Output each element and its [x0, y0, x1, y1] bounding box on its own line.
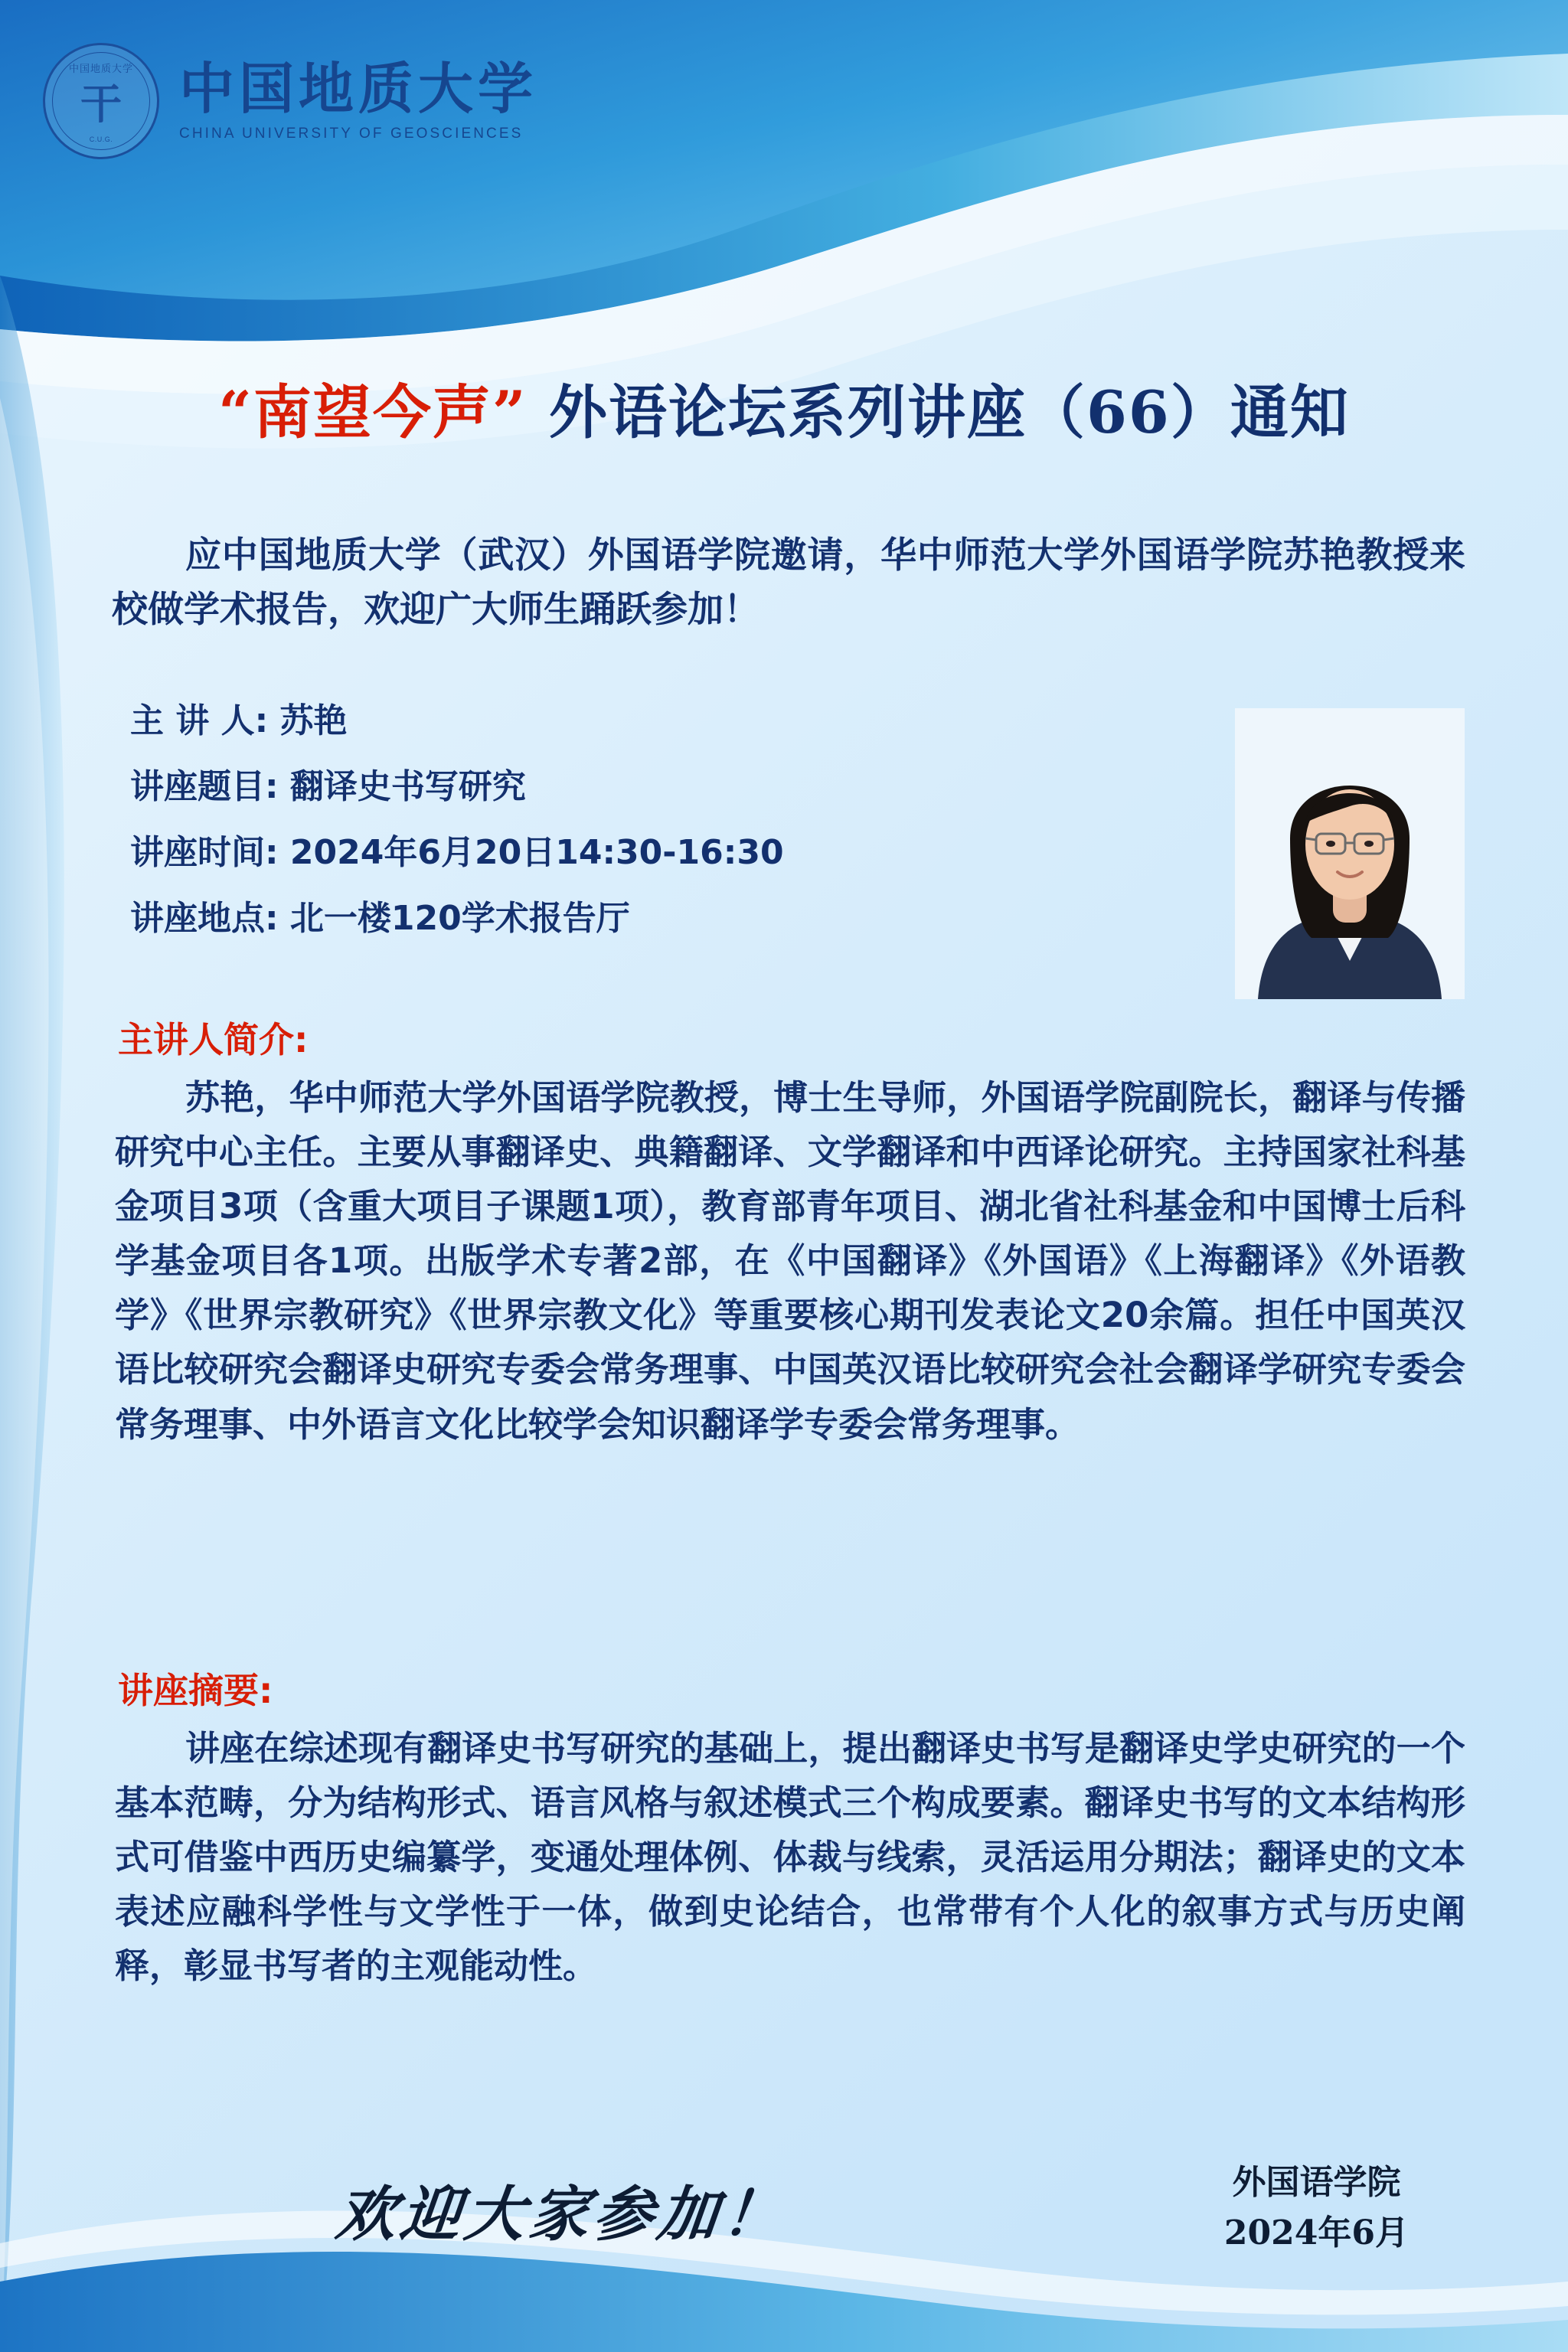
university-name-cn: 中国地质大学 [179, 56, 538, 122]
title-highlight: “南望今声” [218, 378, 528, 446]
signature-date: 2024年6月 [1223, 2213, 1409, 2252]
bio-paragraph: 苏艳，华中师范大学外国语学院教授，博士生导师，外国语学院副院长，翻译与传播研究中心主任。主要从事翻译史、典籍翻译、文学翻译和中西译论研究。主持国家社科基金项目3项（含重大项目子课题1项），教育部青年项目、湖北省社科基金和中国博士后科学基金项目各1项。出版学术专著2部，在《中国翻译》《外国语》《上海翻译》《外语教学》《世界宗教研究》《世界宗教文化》等重要核心期刊发表论文20余篇。担任中国英汉语比较研究会翻译史研究专委会常务理事、中国英汉语比较研究会社会翻译学研究专委会常务理事、中外语言文化比较学会知识翻译学专委会常务理事。 [115, 1077, 1465, 1445]
lecture-info-list [130, 701, 1125, 968]
seal-bottom-text: C.U.G. [89, 136, 113, 143]
bio-heading: 主讲人简介: [118, 1019, 309, 1060]
info-time: 讲座时间: 2024年6月20日14:30-16:30 [130, 833, 784, 872]
signature-block [1224, 2158, 1409, 2259]
title-rest: 外语论坛系列讲座（66）通知 [527, 378, 1350, 446]
page-title [0, 366, 1568, 449]
signature-org: 外国语学院 [1232, 2163, 1401, 2202]
info-venue: 讲座地点: 北一楼120学术报告厅 [130, 899, 630, 938]
info-topic: 讲座题目: 翻译史书写研究 [130, 767, 526, 806]
university-seal-icon [43, 43, 159, 159]
seal-top-text: 中国地质大学 [68, 63, 133, 74]
university-name-block [179, 56, 538, 142]
abstract-heading: 讲座摘要: [118, 1670, 273, 1711]
university-name-en: CHINA UNIVERSITY OF GEOSCIENCES [179, 125, 524, 142]
welcome-calligraphy: 欢迎大家参加！ [332, 2180, 791, 2249]
intro-paragraph: 应中国地质大学（武汉）外国语学院邀请，华中师范大学外国语学院苏艳教授来校做学术报告，欢迎广大师生踊跃参加！ [112, 534, 1465, 632]
seal-mark-glyph: 干 [80, 79, 122, 129]
abstract-paragraph: 讲座在综述现有翻译史书写研究的基础上，提出翻译史书写是翻译史学史研究的一个基本范畴，分为结构形式、语言风格与叙述模式三个构成要素。翻译史书写的文本结构形式可借鉴中西历史编纂学，变通处理体例、体裁与线索，灵活运用分期法；翻译史的文本表述应融科学性与文学性于一体，做到史论结合，也常带有个人化的叙事方式与历史阐释，彰显书写者的主观能动性。 [115, 1728, 1465, 1987]
portrait-illustration [1235, 708, 1465, 999]
university-logo [43, 43, 537, 159]
info-speaker: 主 讲 人: 苏艳 [130, 701, 348, 740]
speaker-portrait [1235, 708, 1465, 999]
